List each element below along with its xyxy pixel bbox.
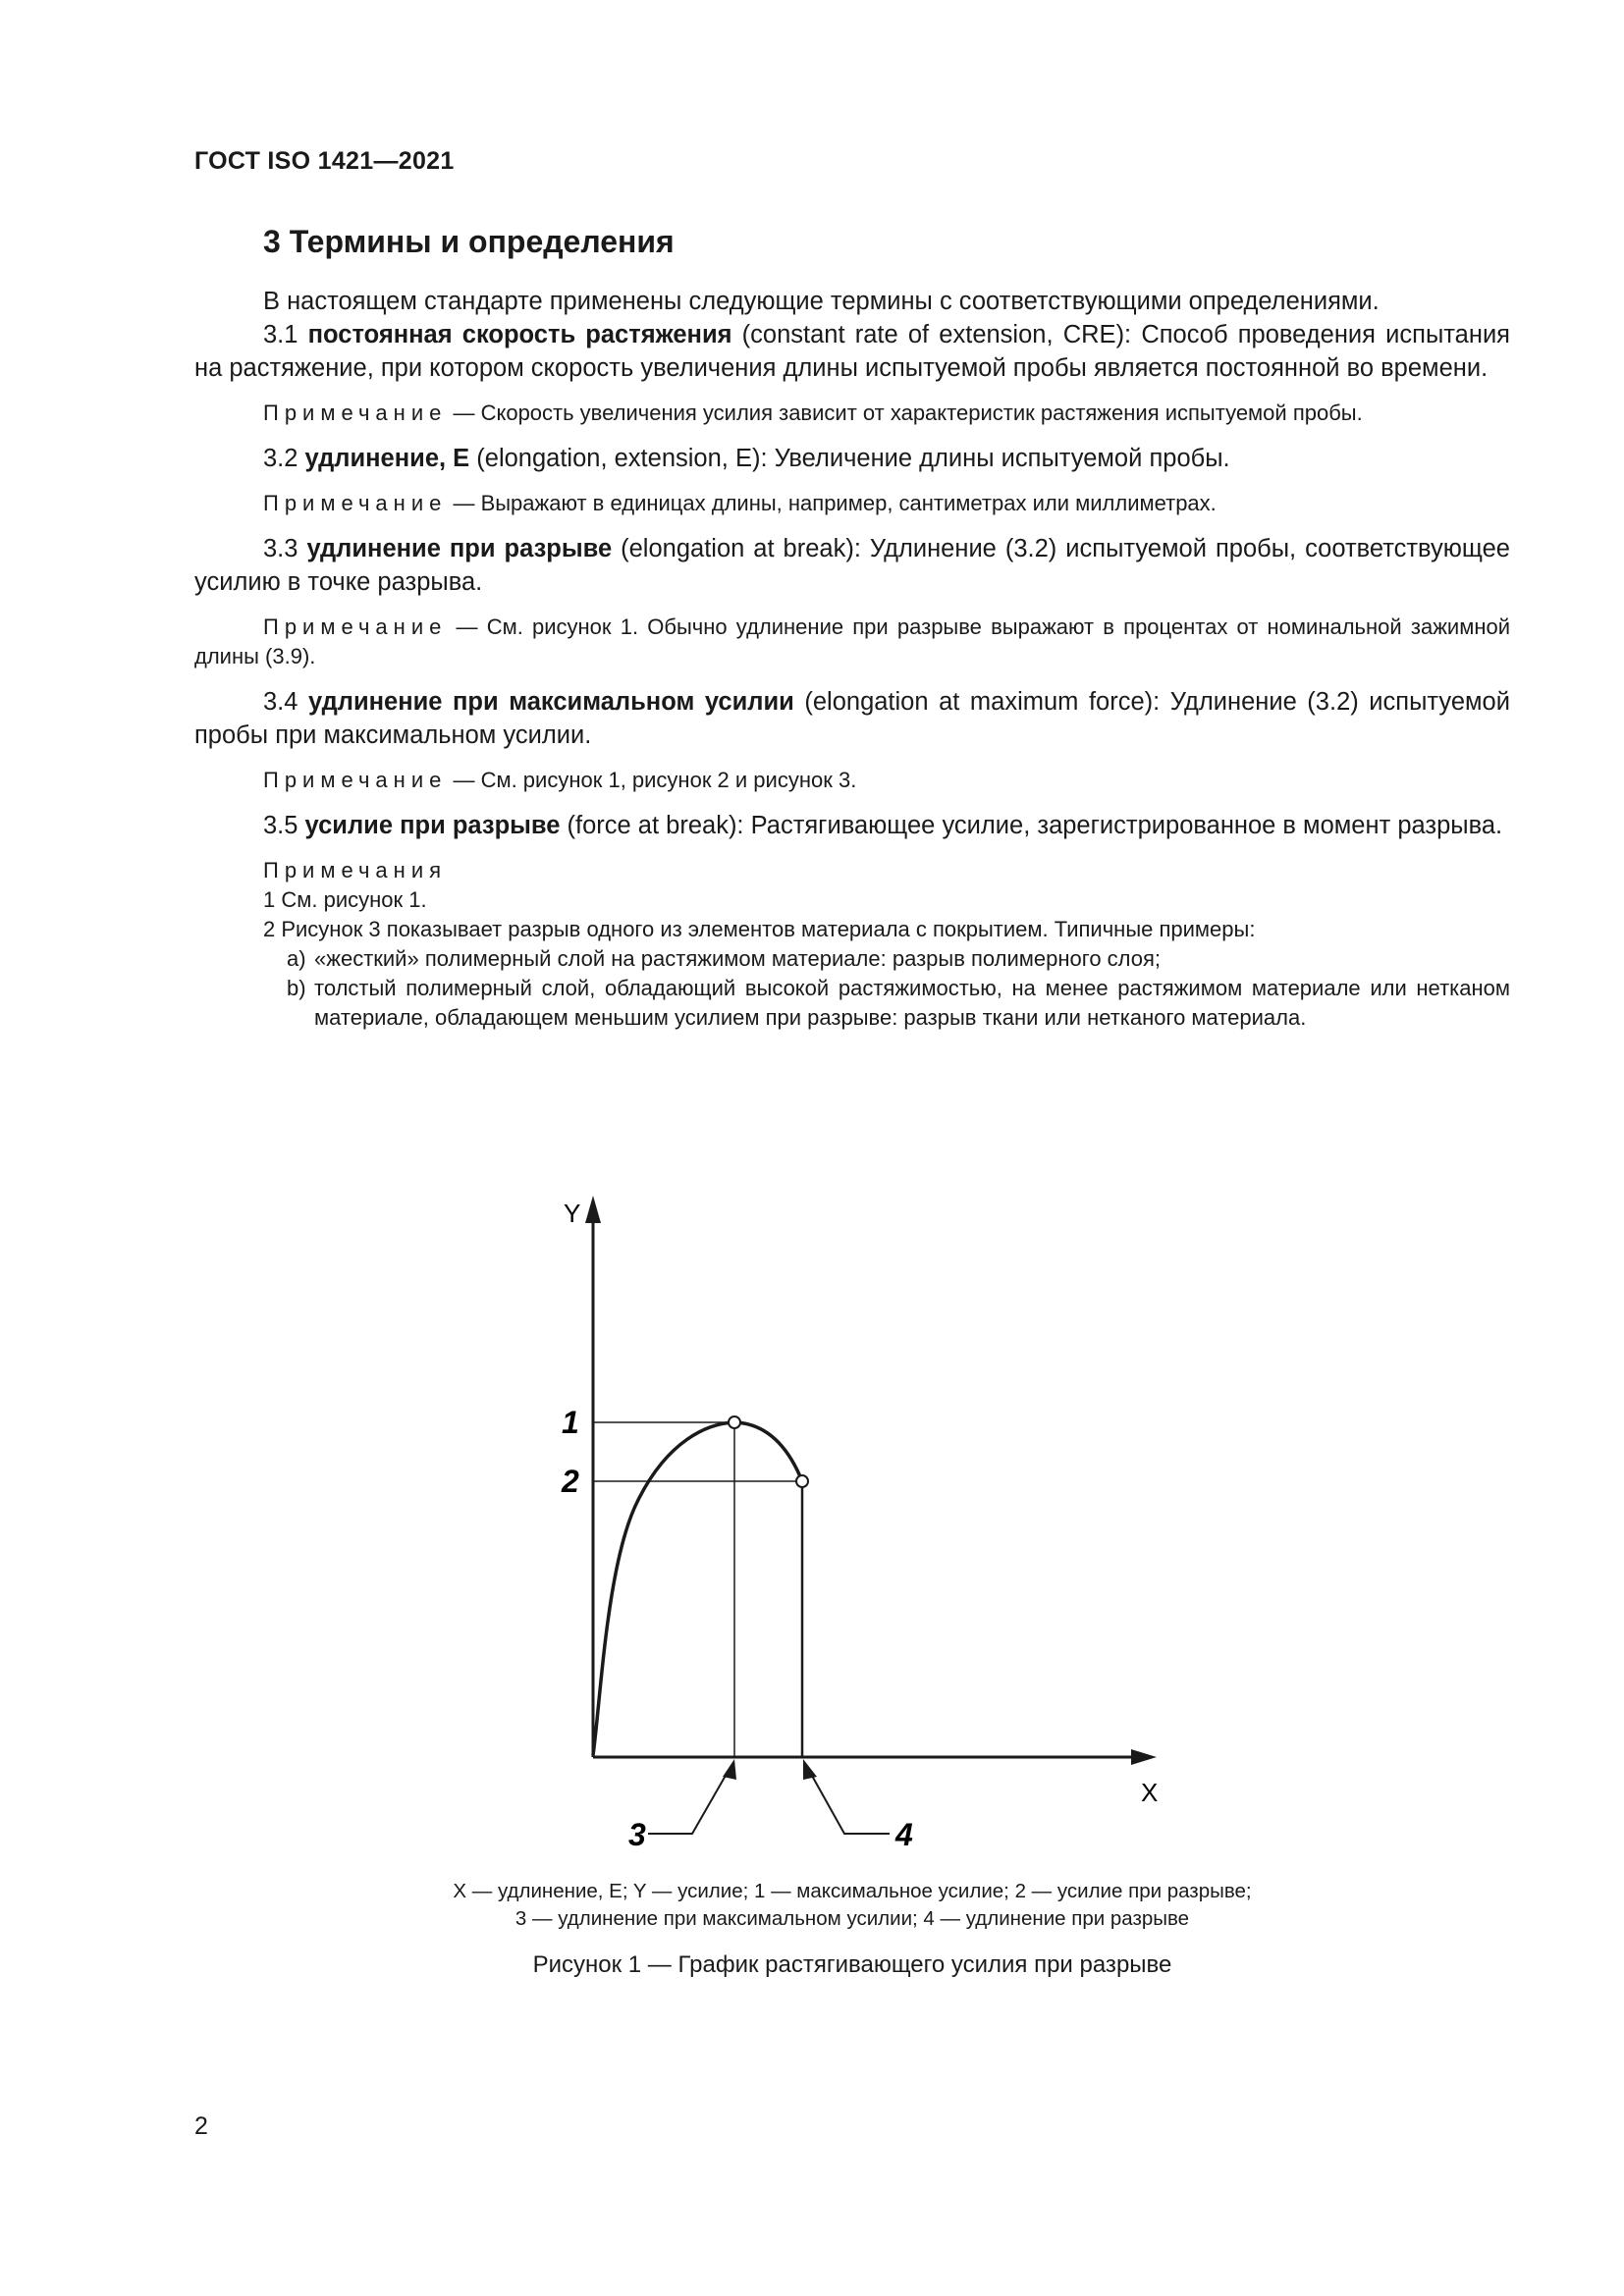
subitem-marker: a) [287, 946, 306, 971]
term-definition: (constant rate of extension, CRE): Способ проведения испытания на растяжение, при котором скорость увеличения длины испытуемой пробы является постоянной во времени. [194, 321, 1510, 382]
document-body [194, 285, 1510, 1033]
y-axis-label: Y [564, 1199, 581, 1228]
term-name: постоянная скорость растяжения [307, 321, 732, 348]
term-number: 3.3 [263, 535, 298, 562]
max-force-point [729, 1416, 740, 1428]
force-elongation-diagram [530, 1188, 1168, 1855]
term-definition: (force at break): Растягивающее усилие, зарегистрированное в момент разрыва. [560, 812, 1503, 839]
term-definition: (elongation, extension, E): Увеличение длины испытуемой пробы. [469, 445, 1230, 472]
subitem-marker: b) [287, 976, 306, 1000]
notes-label: Примечания [263, 858, 448, 882]
key-label-1: 1 [562, 1405, 579, 1440]
key-label-4: 4 [895, 1817, 913, 1852]
note-3-3 [194, 613, 1510, 671]
note-label: Примечание [263, 400, 448, 425]
subitem-text: «жесткий» полимерный слой на растяжимом материале: разрыв полимерного слоя; [314, 946, 1162, 971]
term-name: удлинение при максимальном усилии [308, 688, 794, 716]
note-text: — См. рисунок 1, рисунок 2 и рисунок 3. [447, 768, 857, 792]
term-number: 3.4 [263, 688, 298, 716]
note-label: Примечание [263, 491, 448, 515]
term-3-5 [194, 809, 1510, 842]
leader-line-4 [807, 1767, 890, 1834]
figure-caption: Рисунок 1 — График растягивающего усилия при разрыве [532, 1951, 1172, 1978]
legend-line-2: 3 — удлинение при максимальном усилии; 4 — удлинение при разрыве [514, 1907, 1190, 1930]
term-definition: (elongation at maximum force): Удлинение (3.2) испытуемой пробы при максимальном усилии. [194, 688, 1510, 749]
key-label-3: 3 [628, 1817, 646, 1852]
key-label-2: 2 [562, 1464, 579, 1499]
leader-line-3 [648, 1767, 731, 1834]
term-number: 3.5 [263, 812, 298, 839]
figure-1 [530, 1188, 1168, 1855]
intro-paragraph: В настоящем стандарте применены следующие термины с соответствующими определениями. [263, 288, 1380, 315]
note-item-2: 2 Рисунок 3 показывает разрыв одного из элементов материала с покрытием. Типичные примеры: [263, 917, 1256, 941]
term-number: 3.1 [263, 321, 298, 348]
note-subitem-b [263, 974, 1510, 1033]
leader-arrow-4-icon [803, 1759, 817, 1780]
note-label: Примечание [263, 614, 448, 639]
note-label: Примечание [263, 768, 448, 792]
y-axis-arrow-icon [585, 1196, 601, 1223]
subitem-text: толстый полимерный слой, обладающий высокой растяжимостью, на менее растяжимом материале или нетканом материале, обладающем меньшим усилием при разрыве: разрыв ткани или нетканого материала. [314, 976, 1510, 1030]
note-3-2 [194, 489, 1510, 518]
note-3-1 [194, 399, 1510, 428]
term-3-3 [194, 532, 1510, 599]
term-definition: (elongation at break): Удлинение (3.2) испытуемой пробы, соответствующее усилию в точке разрыва. [194, 535, 1510, 596]
x-axis-label: X [1141, 1778, 1159, 1807]
document-header: ГОСТ ISO 1421—2021 [194, 147, 455, 175]
note-text: — Скорость увеличения усилия зависит от характеристик растяжения испытуемой пробы. [447, 400, 1363, 425]
note-text: — См. рисунок 1. Обычно удлинение при разрыве выражают в процентах от номинальной зажимной длины (3.9). [194, 614, 1510, 668]
break-point [796, 1475, 808, 1487]
x-axis-arrow-icon [1131, 1749, 1157, 1765]
term-name: усилие при разрыве [304, 812, 561, 839]
note-item-1: 1 См. рисунок 1. [263, 887, 427, 912]
leader-arrow-3-icon [723, 1759, 736, 1780]
page-number: 2 [194, 2112, 208, 2140]
term-name: удлинение при разрыве [306, 535, 613, 562]
notes-3-5 [194, 856, 1510, 1033]
term-3-1 [194, 318, 1510, 385]
term-3-4 [194, 685, 1510, 752]
term-name: удлинение, E [304, 445, 470, 472]
section-title: 3 Термины и определения [263, 224, 675, 259]
figure-legend [194, 1878, 1510, 1933]
legend-line-1: X — удлинение, E; Y — усилие; 1 — максимальное усилие; 2 — усилие при разрыве; [453, 1880, 1252, 1902]
force-curve [593, 1422, 802, 1755]
term-3-2 [194, 442, 1510, 475]
note-subitem-a [263, 944, 1510, 974]
term-number: 3.2 [263, 445, 298, 472]
note-text: — Выражают в единицах длины, например, сантиметрах или миллиметрах. [447, 491, 1217, 515]
note-3-4 [194, 766, 1510, 795]
